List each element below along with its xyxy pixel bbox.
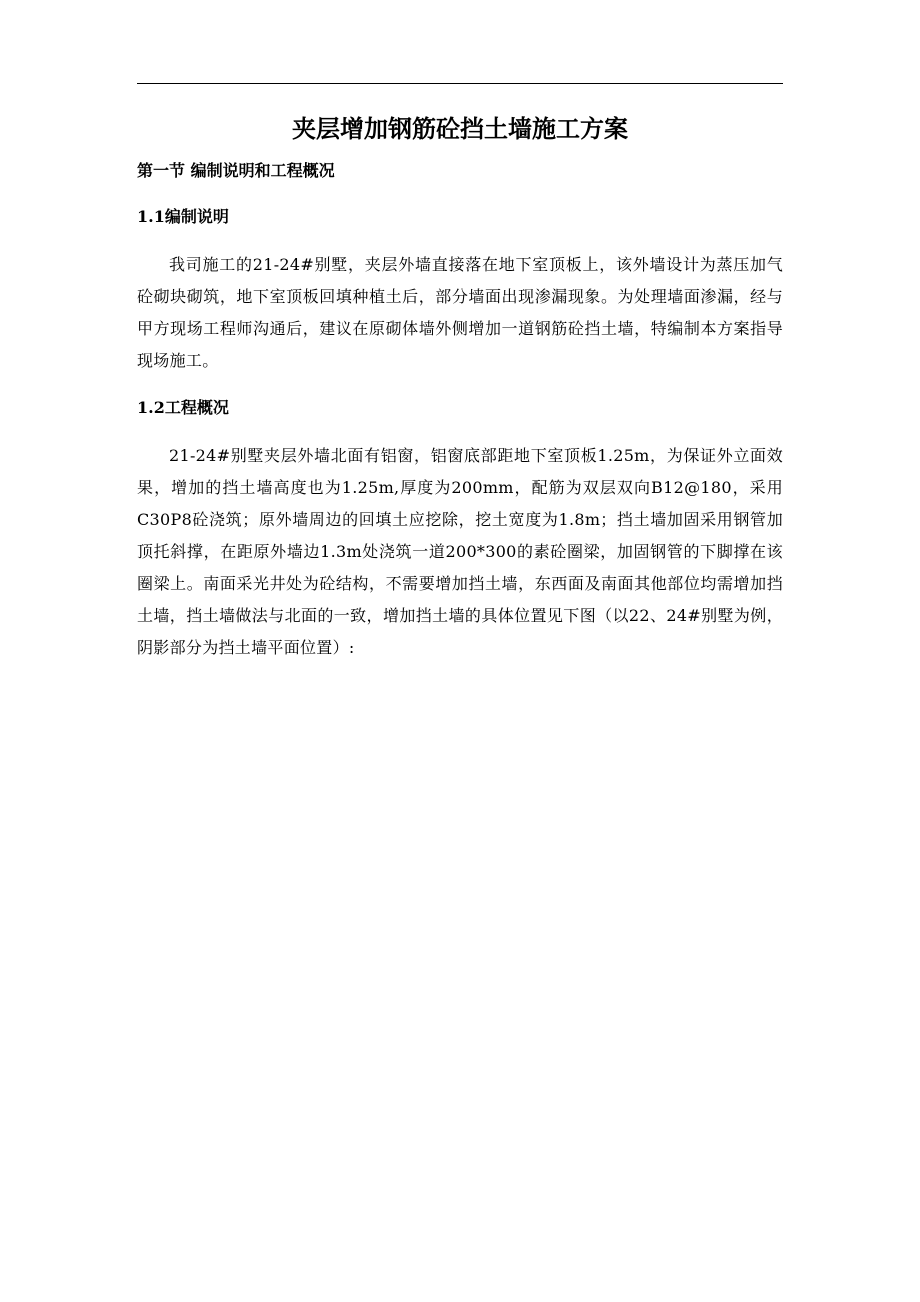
document-title: 夹层增加钢筋砼挡土墙施工方案 <box>292 114 628 143</box>
section-heading: 第一节 编制说明和工程概况 <box>137 161 335 180</box>
subsection-heading-1-2: 1.2工程概况 <box>137 398 229 417</box>
subsection-heading-1-1: 1.1编制说明 <box>137 207 229 226</box>
header-rule <box>137 83 783 84</box>
paragraph-project-overview: 21-24#别墅夹层外墙北面有铝窗，铝窗底部距地下室顶板1.25m，为保证外立面效果，增加的挡土墙高度也为1.25m,厚度为200mm，配筋为双层双向B12@180，采用C30P8砼浇筑；原外墙周边的回填土应挖除，挖土宽度为1.8m；挡土墙加固采用钢管加顶托斜撑，在距原外墙边1.3m处浇筑一道200*300的素砼圈梁，加固钢管的下脚撑在该圈梁上。南面采光井处为砼结构，不需要增加挡土墙，东西面及南面其他部位均需增加挡土墙，挡土墙做法与北面的一致，增加挡土墙的具体位置见下图（以22、24#别墅为例，阴影部分为挡土墙平面位置）: <box>137 446 783 657</box>
paragraph-compilation-notes: 我司施工的21-24#别墅，夹层外墙直接落在地下室顶板上，该外墙设计为蒸压加气砼砌块砌筑，地下室顶板回填种植土后，部分墙面出现渗漏现象。为处理墙面渗漏，经与甲方现场工程师沟通后，建议在原砌体墙外侧增加一道钢筋砼挡土墙，特编制本方案指导现场施工。 <box>137 255 783 370</box>
